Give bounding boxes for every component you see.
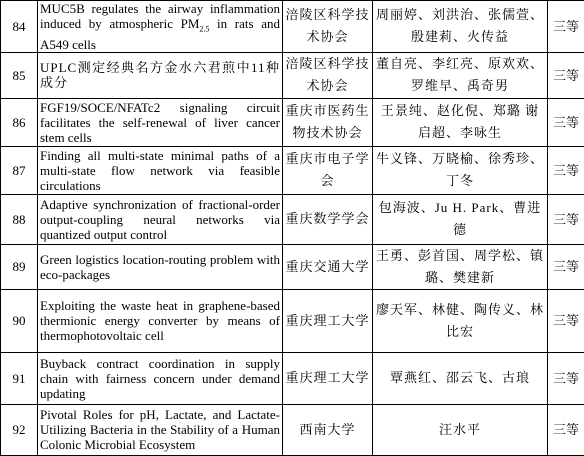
authors: 王景纯、赵化倪、郑璐 谢启超、李咏生 <box>373 98 548 146</box>
row-number: 86 <box>1 98 38 146</box>
row-number: 89 <box>1 244 38 289</box>
table-row <box>1 352 584 404</box>
award-level: 三等 <box>548 194 584 244</box>
authors: 汪水平 <box>373 404 548 455</box>
paper-title: Pivotal Roles for pH, Lactate, and Lactate-Utilizing Bacteria in the Stability of a Human Colonic Microbial Ecosystem <box>38 404 283 455</box>
authors: 廖天军、林健、陶传义、林比宏 <box>373 289 548 352</box>
authors: 王勇、彭首国、周学松、镇璐、樊建新 <box>373 244 548 289</box>
paper-title: Buyback contract coordination in supply chain with fairness concern under demand updating <box>38 352 283 404</box>
row-number: 85 <box>1 52 38 98</box>
paper-title: FGF19/SOCE/NFATc2 signaling circuit facilitates the self-renewal of liver cancer stem cells <box>38 98 283 146</box>
paper-title: Green logistics location-routing problem with eco-packages <box>38 244 283 289</box>
award-level: 三等 <box>548 52 584 98</box>
award-level: 三等 <box>548 352 584 404</box>
organization: 重庆交通大学 <box>283 244 373 289</box>
award-level: 三等 <box>548 98 584 146</box>
table-row <box>1 1 584 53</box>
paper-title: Adaptive synchronization of fractional-order output-coupling neural networks via quantized output control <box>38 194 283 244</box>
authors: 董自亮、李红亮、原欢欢、罗维早、禹奇男 <box>373 52 548 98</box>
table-row <box>1 194 584 244</box>
row-number: 88 <box>1 194 38 244</box>
row-number: 84 <box>1 1 38 53</box>
award-level: 三等 <box>548 289 584 352</box>
table-row <box>1 98 584 146</box>
table-row <box>1 52 584 98</box>
authors: 周丽婷、刘洪治、张儒萱、殷建莉、火传益 <box>373 1 548 53</box>
award-level: 三等 <box>548 404 584 455</box>
authors: 包海波、Ju H. Park、曹进德 <box>373 194 548 244</box>
award-level: 三等 <box>548 244 584 289</box>
organization: 涪陵区科学技术协会 <box>283 1 373 53</box>
row-number: 87 <box>1 146 38 194</box>
table-row <box>1 146 584 194</box>
organization: 重庆市电子学会 <box>283 146 373 194</box>
award-level: 三等 <box>548 146 584 194</box>
authors: 牛义锋、万晓榆、徐秀珍、丁冬 <box>373 146 548 194</box>
organization: 西南大学 <box>283 404 373 455</box>
paper-title: Finding all multi-state minimal paths of a multi-state flow network via feasible circulations <box>38 146 283 194</box>
organization: 重庆市医药生物技术协会 <box>283 98 373 146</box>
row-number: 90 <box>1 289 38 352</box>
paper-title: Exploiting the waste heat in graphene-based thermionic energy converter by means of thermophotovoltaic cell <box>38 289 283 352</box>
authors: 覃燕红、邵云飞、古琅 <box>373 352 548 404</box>
row-number: 92 <box>1 404 38 455</box>
organization: 重庆理工大学 <box>283 352 373 404</box>
paper-title: MUC5B regulates the airway inflammation induced by atmospheric $PM_{2.5}$ in rats and A549 cells <box>38 1 283 53</box>
organization: 重庆数学学会 <box>283 194 373 244</box>
award-level: 三等 <box>548 1 584 53</box>
paper-title: UPLC测定经典名方金水六君煎中11种成分 <box>38 52 283 98</box>
table-row <box>1 244 584 289</box>
organization: 重庆理工大学 <box>283 289 373 352</box>
organization: 涪陵区科学技术协会 <box>283 52 373 98</box>
row-number: 91 <box>1 352 38 404</box>
table-row <box>1 289 584 352</box>
table-row <box>1 404 584 455</box>
